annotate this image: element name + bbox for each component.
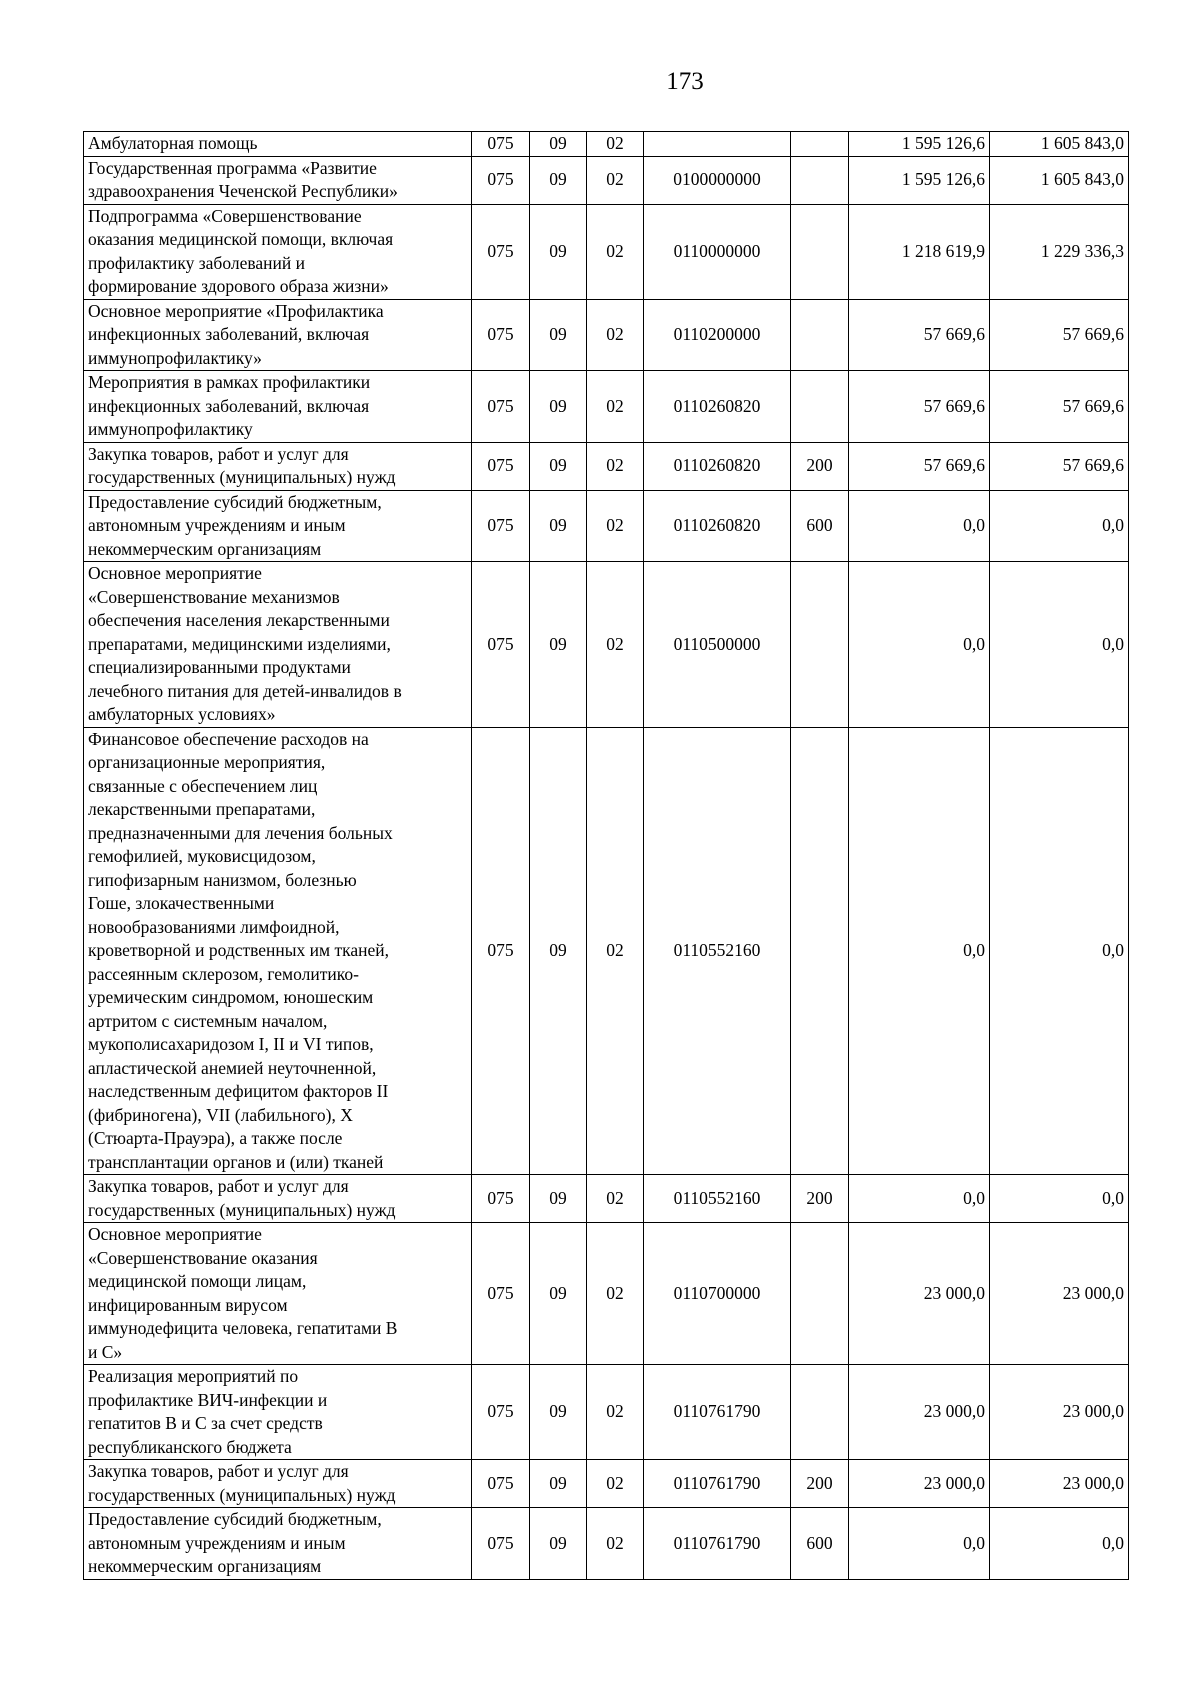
ministry-code-cell: 075 — [472, 490, 530, 562]
expense-type-cell: 200 — [791, 1175, 849, 1223]
item-name-cell — [84, 490, 472, 562]
item-name-cell — [84, 204, 472, 299]
target-article-cell: 0110500000 — [644, 562, 791, 728]
target-article-cell: 0100000000 — [644, 156, 791, 204]
item-name-cell — [84, 299, 472, 371]
item-name-line: (Стюарта-Прауэра), а также после — [88, 1128, 343, 1148]
item-name-line: предназначенными для лечения больных — [88, 822, 393, 843]
item-name-line: связанные с обеспечением лиц — [88, 775, 318, 796]
table-row — [84, 727, 1129, 1175]
item-name-cell — [84, 1175, 472, 1223]
amount-year2-cell: 0,0 — [990, 490, 1129, 562]
table-row — [84, 1460, 1129, 1508]
item-name-line: некоммерческим организациям — [88, 1556, 322, 1576]
ministry-code-cell: 075 — [472, 299, 530, 371]
item-name-line: артритом с системным началом, — [88, 1010, 328, 1031]
item-name-line: иммунопрофилактику — [88, 419, 253, 439]
subsection-code-cell: 02 — [587, 1175, 644, 1223]
amount-year1-cell: 23 000,0 — [849, 1223, 990, 1365]
amount-year2-cell: 57 669,6 — [990, 299, 1129, 371]
ministry-code-cell: 075 — [472, 204, 530, 299]
subsection-code-cell: 02 — [587, 204, 644, 299]
table-row — [84, 371, 1129, 443]
item-name-line: автономным учреждениям и иным — [88, 1532, 346, 1553]
amount-year1-cell: 0,0 — [849, 1175, 990, 1223]
item-name-line: Реализация мероприятий по — [88, 1366, 299, 1386]
subsection-code-cell: 02 — [587, 562, 644, 728]
amount-year2-cell: 57 669,6 — [990, 442, 1129, 490]
amount-year2-cell: 0,0 — [990, 562, 1129, 728]
amount-year1-cell: 23 000,0 — [849, 1365, 990, 1460]
amount-year1-cell: 0,0 — [849, 727, 990, 1175]
expense-type-cell — [791, 1365, 849, 1460]
target-article-cell: 0110761790 — [644, 1460, 791, 1508]
ministry-code-cell: 075 — [472, 562, 530, 728]
budget-table — [83, 131, 1129, 1580]
table-row — [84, 562, 1129, 728]
item-name-line: Финансовое обеспечение расходов на — [88, 728, 369, 749]
ministry-code-cell: 075 — [472, 156, 530, 204]
subsection-code-cell: 02 — [587, 299, 644, 371]
target-article-cell — [644, 132, 791, 157]
table-row — [84, 1175, 1129, 1223]
section-code-cell: 09 — [530, 299, 587, 371]
item-name-cell — [84, 1223, 472, 1365]
item-name-line: рассеянным склерозом, гемолитико- — [88, 963, 359, 984]
item-name-cell — [84, 562, 472, 728]
item-name-line: организационные мероприятия, — [88, 752, 326, 772]
ministry-code-cell: 075 — [472, 727, 530, 1175]
amount-year2-cell: 57 669,6 — [990, 371, 1129, 443]
amount-year2-cell: 0,0 — [990, 727, 1129, 1175]
item-name-line: здравоохранения Чеченской Республики» — [88, 181, 398, 201]
item-name-line: Закупка товаров, работ и услуг для — [88, 1176, 349, 1196]
item-name-cell — [84, 132, 472, 157]
item-name-line: трансплантации органов и (или) тканей — [88, 1151, 384, 1172]
subsection-code-cell: 02 — [587, 442, 644, 490]
amount-year1-cell: 0,0 — [849, 1508, 990, 1580]
subsection-code-cell: 02 — [587, 1223, 644, 1365]
target-article-cell: 0110200000 — [644, 299, 791, 371]
item-name-line: формирование здорового образа жизни» — [88, 276, 389, 296]
item-name-line: Подпрограмма «Совершенствование — [88, 205, 362, 226]
target-article-cell: 0110260820 — [644, 371, 791, 443]
item-name-line: и С» — [88, 1341, 123, 1362]
subsection-code-cell: 02 — [587, 1508, 644, 1580]
target-article-cell: 0110000000 — [644, 204, 791, 299]
amount-year2-cell: 23 000,0 — [990, 1223, 1129, 1365]
section-code-cell: 09 — [530, 1223, 587, 1365]
item-name-line: гемофилией, муковисцидозом, — [88, 846, 316, 866]
item-name-line: Амбулаторная помощь — [88, 133, 258, 153]
item-name-line: амбулаторных условиях» — [88, 704, 276, 724]
item-name-line: медицинской помощи лицам, — [88, 1271, 307, 1291]
item-name-line: уремическим синдромом, юношеским — [88, 987, 374, 1007]
item-name-line: оказания медицинской помощи, включая — [88, 229, 394, 249]
section-code-cell: 09 — [530, 1365, 587, 1460]
item-name-line: наследственным дефицитом факторов II — [88, 1081, 389, 1101]
subsection-code-cell: 02 — [587, 490, 644, 562]
amount-year2-cell: 1 605 843,0 — [990, 156, 1129, 204]
amount-year1-cell: 1 595 126,6 — [849, 156, 990, 204]
expense-type-cell — [791, 562, 849, 728]
item-name-cell — [84, 727, 472, 1175]
target-article-cell: 0110552160 — [644, 727, 791, 1175]
page-number: 173 — [666, 68, 704, 95]
item-name-line: Основное мероприятие — [88, 1224, 262, 1244]
expense-type-cell: 200 — [791, 442, 849, 490]
amount-year1-cell: 57 669,6 — [849, 299, 990, 371]
item-name-line: Основное мероприятие «Профилактика — [88, 300, 384, 321]
item-name-cell — [84, 371, 472, 443]
item-name-line: Предоставление субсидий бюджетным, — [88, 491, 382, 512]
expense-type-cell — [791, 727, 849, 1175]
amount-year1-cell: 23 000,0 — [849, 1460, 990, 1508]
item-name-line: Основное мероприятие — [88, 563, 262, 583]
item-name-line: кроветворной и родственных им тканей, — [88, 940, 390, 960]
item-name-line: иммунодефицита человека, гепатитами В — [88, 1318, 398, 1338]
section-code-cell: 09 — [530, 442, 587, 490]
item-name-line: (фибриногена), VII (лабильного), X — [88, 1104, 353, 1125]
target-article-cell: 0110260820 — [644, 490, 791, 562]
item-name-line: инфекционных заболеваний, включая — [88, 395, 370, 416]
table-row — [84, 204, 1129, 299]
ministry-code-cell: 075 — [472, 132, 530, 157]
item-name-line: Государственная программа «Развитие — [88, 157, 377, 178]
amount-year1-cell: 1 218 619,9 — [849, 204, 990, 299]
amount-year2-cell: 1 229 336,3 — [990, 204, 1129, 299]
subsection-code-cell: 02 — [587, 727, 644, 1175]
section-code-cell: 09 — [530, 562, 587, 728]
amount-year2-cell: 23 000,0 — [990, 1365, 1129, 1460]
expense-type-cell — [791, 299, 849, 371]
amount-year2-cell: 0,0 — [990, 1508, 1129, 1580]
subsection-code-cell: 02 — [587, 156, 644, 204]
item-name-line: профилактику заболеваний и — [88, 252, 305, 273]
item-name-line: лечебного питания для детей-инвалидов в — [88, 680, 402, 701]
section-code-cell: 09 — [530, 132, 587, 157]
item-name-line: Закупка товаров, работ и услуг для — [88, 443, 349, 464]
amount-year2-cell: 0,0 — [990, 1175, 1129, 1223]
section-code-cell: 09 — [530, 490, 587, 562]
subsection-code-cell: 02 — [587, 371, 644, 443]
item-name-line: обеспечения населения лекарственными — [88, 610, 390, 630]
amount-year1-cell: 57 669,6 — [849, 442, 990, 490]
table-row — [84, 132, 1129, 157]
ministry-code-cell: 075 — [472, 1508, 530, 1580]
subsection-code-cell: 02 — [587, 1365, 644, 1460]
ministry-code-cell: 075 — [472, 1223, 530, 1365]
table-row — [84, 490, 1129, 562]
expense-type-cell: 200 — [791, 1460, 849, 1508]
target-article-cell: 0110761790 — [644, 1508, 791, 1580]
item-name-line: «Совершенствование механизмов — [88, 586, 340, 607]
amount-year1-cell: 57 669,6 — [849, 371, 990, 443]
item-name-cell — [84, 1460, 472, 1508]
table-row — [84, 1365, 1129, 1460]
section-code-cell: 09 — [530, 371, 587, 443]
item-name-cell — [84, 156, 472, 204]
expense-type-cell: 600 — [791, 1508, 849, 1580]
section-code-cell: 09 — [530, 204, 587, 299]
ministry-code-cell: 075 — [472, 1365, 530, 1460]
item-name-line: Гоше, злокачественными — [88, 893, 275, 913]
item-name-line: гипофизарным нанизмом, болезнью — [88, 869, 357, 890]
ministry-code-cell: 075 — [472, 442, 530, 490]
item-name-line: препаратами, медицинскими изделиями, — [88, 633, 391, 654]
section-code-cell: 09 — [530, 727, 587, 1175]
item-name-cell — [84, 1365, 472, 1460]
table-row — [84, 1223, 1129, 1365]
item-name-line: гепатитов В и С за счет средств — [88, 1413, 323, 1433]
amount-year2-cell: 1 605 843,0 — [990, 132, 1129, 157]
section-code-cell: 09 — [530, 156, 587, 204]
section-code-cell: 09 — [530, 1508, 587, 1580]
item-name-line: автономным учреждениям и иным — [88, 515, 346, 535]
target-article-cell: 0110552160 — [644, 1175, 791, 1223]
table-row — [84, 299, 1129, 371]
expense-type-cell — [791, 132, 849, 157]
amount-year1-cell: 1 595 126,6 — [849, 132, 990, 157]
item-name-cell — [84, 442, 472, 490]
item-name-line: инфекционных заболеваний, включая — [88, 324, 370, 344]
expense-type-cell: 600 — [791, 490, 849, 562]
table-row — [84, 156, 1129, 204]
amount-year1-cell: 0,0 — [849, 562, 990, 728]
item-name-cell — [84, 1508, 472, 1580]
ministry-code-cell: 075 — [472, 1460, 530, 1508]
item-name-line: Предоставление субсидий бюджетным, — [88, 1509, 382, 1529]
item-name-line: республиканского бюджета — [88, 1436, 292, 1457]
item-name-line: мукополисахаридозом I, II и VI типов, — [88, 1034, 374, 1054]
expense-type-cell — [791, 156, 849, 204]
section-code-cell: 09 — [530, 1175, 587, 1223]
table-row — [84, 442, 1129, 490]
table-row — [84, 1508, 1129, 1580]
item-name-line: государственных (муниципальных) нужд — [88, 467, 396, 487]
expense-type-cell — [791, 1223, 849, 1365]
amount-year2-cell: 23 000,0 — [990, 1460, 1129, 1508]
item-name-line: специализированными продуктами — [88, 657, 351, 677]
target-article-cell: 0110260820 — [644, 442, 791, 490]
item-name-line: государственных (муниципальных) нужд — [88, 1484, 396, 1505]
item-name-line: апластической анемией неуточненной, — [88, 1057, 377, 1078]
item-name-line: лекарственными препаратами, — [88, 799, 316, 819]
item-name-line: Закупка товаров, работ и услуг для — [88, 1461, 349, 1481]
item-name-line: профилактике ВИЧ-инфекции и — [88, 1389, 328, 1410]
expense-type-cell — [791, 371, 849, 443]
target-article-cell: 0110761790 — [644, 1365, 791, 1460]
ministry-code-cell: 075 — [472, 371, 530, 443]
expense-type-cell — [791, 204, 849, 299]
section-code-cell: 09 — [530, 1460, 587, 1508]
item-name-line: новообразованиями лимфоидной, — [88, 916, 340, 937]
item-name-line: некоммерческим организациям — [88, 538, 322, 559]
target-article-cell: 0110700000 — [644, 1223, 791, 1365]
item-name-line: Мероприятия в рамках профилактики — [88, 372, 371, 392]
item-name-line: инфицированным вирусом — [88, 1294, 288, 1315]
amount-year1-cell: 0,0 — [849, 490, 990, 562]
budget-table-body — [84, 132, 1129, 1580]
item-name-line: государственных (муниципальных) нужд — [88, 1199, 396, 1220]
item-name-line: «Совершенствование оказания — [88, 1247, 318, 1268]
ministry-code-cell: 075 — [472, 1175, 530, 1223]
subsection-code-cell: 02 — [587, 132, 644, 157]
subsection-code-cell: 02 — [587, 1460, 644, 1508]
item-name-line: иммунопрофилактику» — [88, 347, 262, 368]
